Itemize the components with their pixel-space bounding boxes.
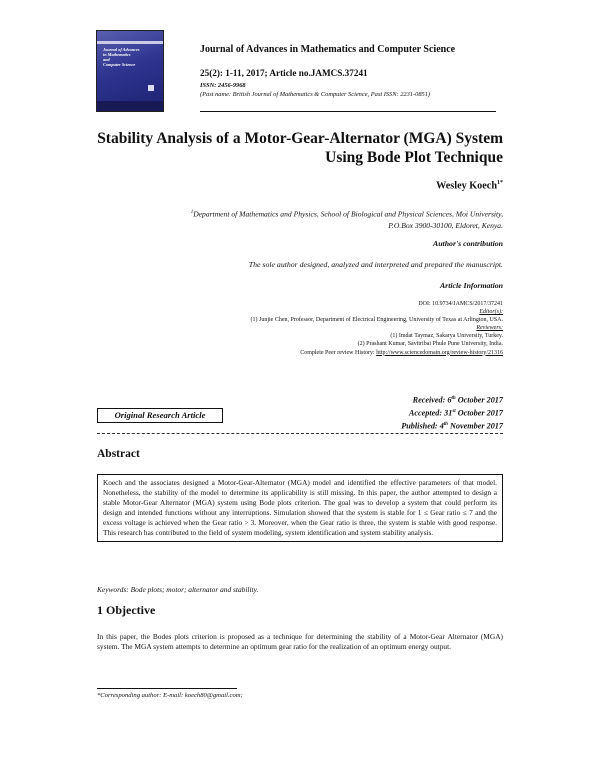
article-dates — [401, 393, 503, 432]
affil-line2: P.O.Box 3900-30100, Eldoret, Kenya. — [388, 220, 503, 230]
abstract-heading: Abstract — [97, 448, 140, 460]
accepted-prefix: Accepted: 31 — [408, 408, 453, 418]
section-paragraph: In this paper, the Bodes plots criterion is proposed as a technique for determining the stability of a Motor-Gear Alternator (MGA) system. The MGA system attempts to determine an optimum gear ratio for the realization of an optimum energy output. — [97, 632, 503, 652]
volume-line: 25(2): 1-11, 2017; Article no.JAMCS.37241 — [200, 68, 368, 78]
author-text: Wesley Koech — [436, 180, 497, 192]
received-prefix: Received: 6 — [412, 395, 452, 405]
author-name — [436, 180, 503, 191]
header-rule — [200, 111, 496, 112]
issn: ISSN: 2456-9968 — [200, 82, 246, 89]
editor-item: (1) Junjie Chen, Professor, Department of Electrical Engineering, University of Texas at Arlington, USA. — [250, 317, 503, 324]
paper-title-line1: Stability Analysis of a Motor-Gear-Alternator (MGA) System — [97, 130, 503, 147]
doi: DOI: 10.9734/JAMCS/2017/37241 — [418, 301, 503, 307]
reviewer-item: (1) Imdat Taymaz, Sakarya University, Turkey. — [390, 333, 503, 340]
abstract-text: Koech and the associates designed a Motor-Gear-Alternator (MGA) model and identified the effective parameters of that model. Nonetheless, the stability of the model to determine its applicability is still missing. In this paper, the author attempted to design a stable Motor-Gear Alternator (MGA) system using Bode plots criterion. The goal was to develop a system that could perform its design and intended functions without any interruptions. Simulation showed that the system is stable for 1 ≤ Gear ratio ≤ 7 and the excess voltage is achieved when the Gear ratio > 3. Moreover, when the Gear ratio is three, the system is stable with good response. This research has contributed to the field of system modeling, system identification and system stability analysis. — [97, 474, 503, 542]
received-sup: th — [451, 396, 456, 401]
affil-mark: 1 — [190, 210, 194, 215]
reviewers-label: Reviewers: — [476, 325, 503, 332]
contribution-heading: Author's contribution — [433, 239, 503, 248]
accepted-sup: st — [452, 408, 456, 414]
author-marks: 1* — [497, 180, 503, 186]
affil-line1: Department of Mathematics and Physics, School of Biological and Physical Sciences, Moi University, — [193, 209, 503, 219]
footnote-rule — [97, 688, 237, 689]
article-info-heading: Article Information — [439, 281, 503, 290]
cover-title-line: and — [103, 57, 110, 62]
paper-title-line2: Using Bode Plot Technique — [325, 149, 503, 166]
received-date — [401, 393, 503, 406]
affiliation — [83, 207, 503, 231]
cover-strip — [97, 101, 163, 111]
received-suffix: October 2017 — [455, 395, 503, 405]
dashed-divider — [97, 433, 503, 434]
cover-title-line: Journal of Advances — [103, 47, 140, 52]
corresponding-author-footnote: *Corresponding author: E-mail: koech80@gmail.com; — [97, 692, 243, 699]
published-sup: th — [443, 421, 448, 427]
editors-label: Editor(s): — [479, 309, 503, 316]
accepted-suffix: October 2017 — [455, 408, 503, 418]
review-history-link[interactable]: http://www.sciencedomain.org/review-history/21316 — [376, 349, 503, 356]
cover-title-line: in Mathematics — [103, 52, 131, 57]
review-history-label: Complete Peer review History: — [300, 349, 375, 356]
review-history — [63, 349, 503, 357]
reviewer-item: (2) Prashant Kumar, Savitribai Phule Pune University, India. — [357, 341, 503, 348]
published-prefix: Published: 4 — [401, 421, 444, 431]
section-heading: 1 Objective — [97, 603, 156, 617]
accepted-date — [401, 406, 503, 419]
article-type-badge: Original Research Article — [97, 408, 223, 423]
cover-title-line: Computer Science — [103, 62, 136, 67]
keywords: Keywords: Bode plots; motor; alternator and stability. — [97, 585, 259, 594]
journal-cover-image — [96, 30, 164, 112]
article-info-block — [63, 300, 503, 357]
paper-title — [83, 129, 503, 167]
published-date — [401, 419, 503, 432]
contribution-text: The sole author designed, analyzed and interpreted and prepared the manuscript. — [248, 260, 503, 269]
cover-logo-mark — [148, 85, 154, 91]
published-suffix: November 2017 — [447, 421, 503, 431]
former-name: (Past name: British Journal of Mathematics & Computer Science, Past ISSN: 2231-0851) — [200, 91, 431, 98]
cover-band — [97, 41, 163, 44]
journal-name: Journal of Advances in Mathematics and Computer Science — [200, 44, 456, 55]
cover-title — [103, 47, 153, 67]
